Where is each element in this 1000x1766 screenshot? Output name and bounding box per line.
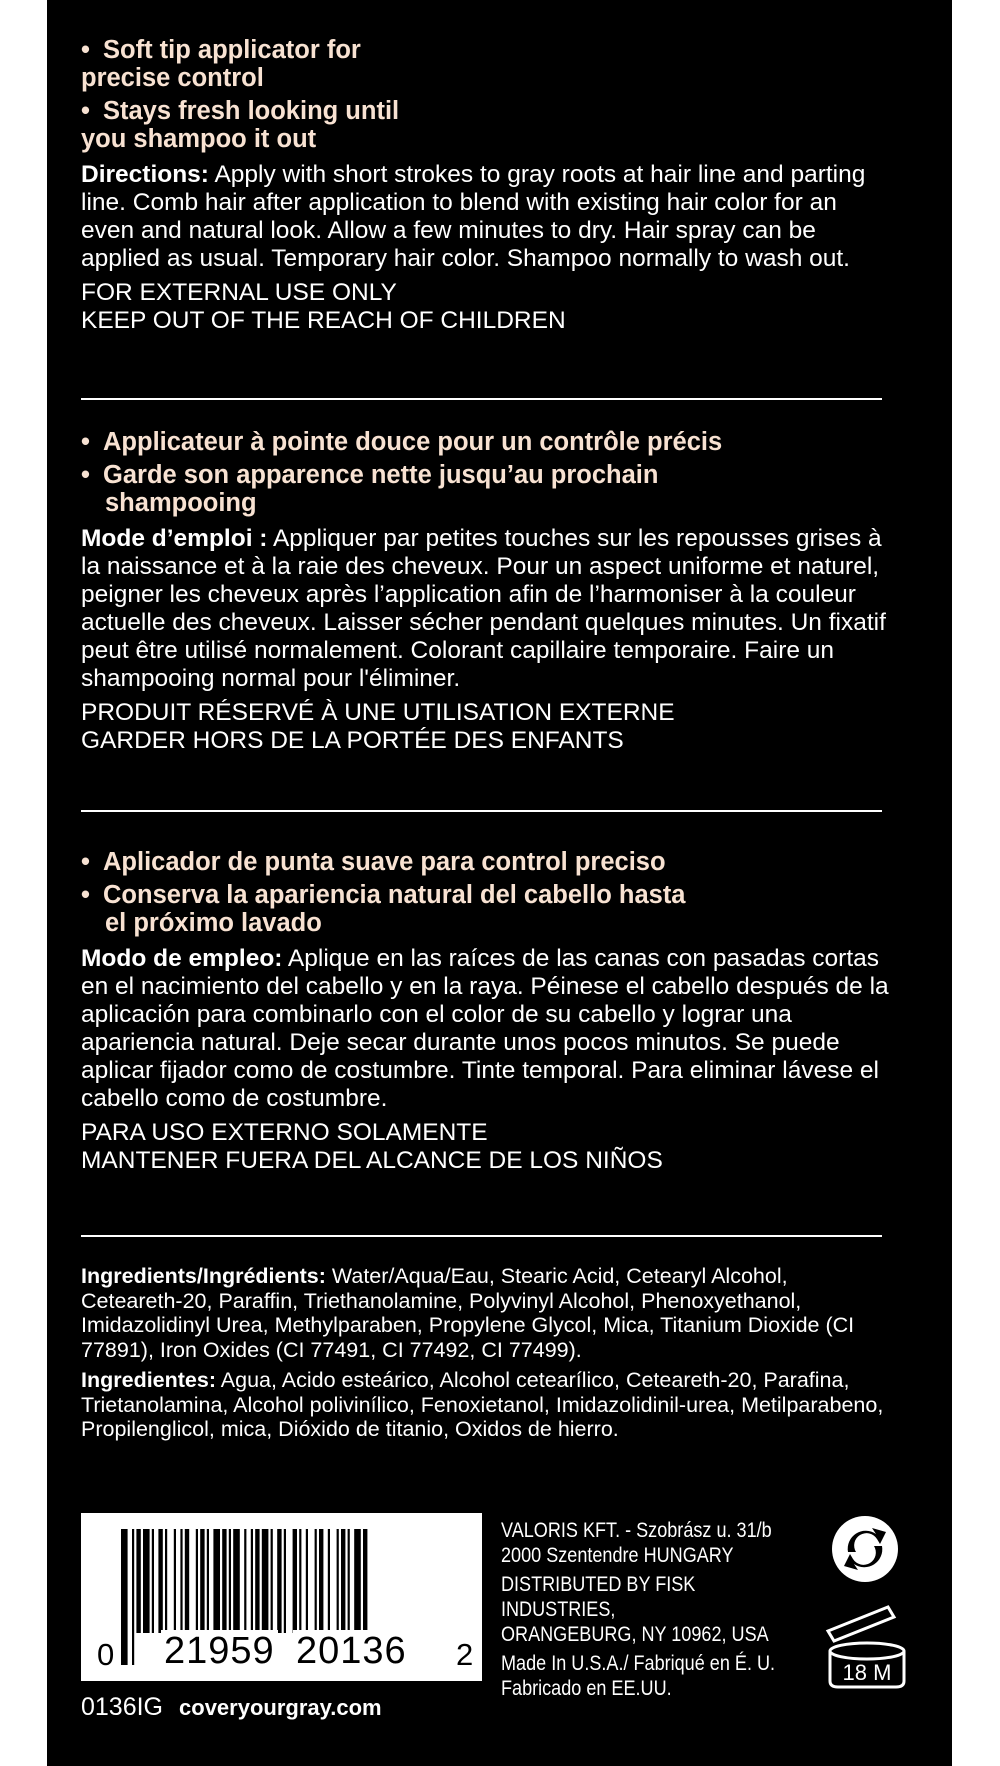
barcode-bar bbox=[233, 1529, 240, 1633]
address-line: Made In U.S.A./ Fabriqué en É. U. bbox=[501, 1652, 776, 1675]
barcode-bars bbox=[81, 1513, 482, 1681]
barcode-bar bbox=[337, 1529, 339, 1633]
barcode-digit-left: 0 bbox=[97, 1637, 115, 1672]
manufacturer-address bbox=[501, 1518, 776, 1701]
barcode-bar bbox=[207, 1529, 209, 1633]
barcode-bar bbox=[319, 1529, 323, 1633]
ingredients-section bbox=[81, 1264, 891, 1442]
open-jar-icon bbox=[822, 1603, 912, 1691]
french-bullet-1: • Applicateur à pointe douce pour un contrôle précis bbox=[81, 428, 723, 456]
barcode-bar bbox=[185, 1529, 189, 1633]
barcode-bar bbox=[132, 1529, 134, 1665]
section-divider bbox=[81, 810, 882, 812]
barcode-bar bbox=[229, 1529, 231, 1633]
spanish-section bbox=[81, 848, 891, 1175]
section-divider bbox=[81, 398, 882, 400]
barcode-bar bbox=[262, 1529, 269, 1633]
address-line: VALORIS KFT. - Szobrász u. 31/b bbox=[501, 1519, 772, 1542]
barcode-bar bbox=[328, 1529, 330, 1633]
spanish-warning-children: MANTENER FUERA DEL ALCANCE DE LOS NIÑOS bbox=[81, 1147, 663, 1174]
ingredients-es: Ingredientes: Agua, Acido esteárico, Alcohol cetearílico, Ceteareth-20, Parafina, Trietanolamina, Alcohol polivinílico, Fenoxietanol, Imidazolidinil-urea, Metilparabeno, Propilenglicol, mica, Dióxido de titanio, Oxidos de hierro. bbox=[81, 1368, 884, 1441]
barcode-bar bbox=[354, 1529, 361, 1633]
english-directions: Directions: Apply with short strokes to gray roots at hair line and parting line. Comb hair after application to blend with existing hair color for an even and natural look. Allow a few minutes to dry. Hair spray can be applied as usual. Temporary hair color. Shampoo normally to wash out. bbox=[81, 161, 866, 272]
address-line: ORANGEBURG, NY 10962, USA bbox=[501, 1623, 769, 1646]
barcode-bar bbox=[293, 1529, 297, 1633]
recycle-icon bbox=[828, 1512, 902, 1586]
barcode-bar bbox=[158, 1529, 162, 1633]
french-section bbox=[81, 428, 891, 755]
barcode-bar bbox=[306, 1529, 308, 1633]
section-divider bbox=[81, 1235, 882, 1237]
barcode-digit-right: 2 bbox=[456, 1637, 474, 1672]
barcode-bar bbox=[121, 1529, 128, 1665]
french-warning-children: GARDER HORS DE LA PORTÉE DES ENFANTS bbox=[81, 727, 624, 754]
barcode-bar bbox=[348, 1529, 350, 1633]
ingredients-en-fr: Ingredients/Ingrédients: Water/Aqua/Eau, Stearic Acid, Cetearyl Alcohol, Ceteareth-20, Paraffin, Triethanolamine, Polyvinyl Alcohol, Phenoxyethanol, Imidazolidinyl Urea, Methylparaben, Propylene Glycol, Mica, Titanium Dioxide (CI 77891), Iron Oxides (CI 77491, CI 77492, CI 77499). bbox=[81, 1264, 855, 1362]
product-code: 0136IG bbox=[81, 1693, 164, 1721]
barcode-bar bbox=[271, 1529, 273, 1633]
barcode-bar bbox=[200, 1529, 204, 1633]
barcode-bar bbox=[299, 1529, 301, 1633]
english-warning-children: KEEP OUT OF THE REACH OF CHILDREN bbox=[81, 307, 566, 334]
barcode-bar bbox=[222, 1529, 226, 1633]
english-section bbox=[81, 36, 891, 335]
english-bullet-1: • Soft tip applicator for precise control bbox=[81, 36, 361, 92]
footer bbox=[81, 1692, 382, 1723]
spanish-warning-external: PARA USO EXTERNO SOLAMENTE bbox=[81, 1119, 488, 1146]
barcode-bar bbox=[213, 1529, 220, 1633]
barcode-bar bbox=[174, 1529, 176, 1633]
barcode-bar bbox=[143, 1529, 150, 1633]
barcode-bar bbox=[196, 1529, 198, 1633]
address-line: DISTRIBUTED BY FISK INDUSTRIES, bbox=[501, 1573, 696, 1621]
spanish-bullet-1: • Aplicador de punta suave para control preciso bbox=[81, 848, 666, 876]
french-bullet-2: • Garde son apparence nette jusqu’au prochain shampooing bbox=[81, 461, 659, 517]
pao-label: 18 M bbox=[842, 1660, 892, 1685]
barcode-bar bbox=[180, 1529, 182, 1633]
address-line: Fabricado en EE.UU. bbox=[501, 1677, 672, 1700]
label-content bbox=[81, 36, 891, 1441]
french-directions: Mode d’emploi : Appliquer par petites touches sur les repousses grises à la naissance et à la raie des cheveux. Pour un aspect uniforme et naturel, peigner les cheveux après l’application afin de l’harmoniser à la couleur actuelle des cheveux. Laisser sécher pendant quelques minutes. Un fixatif peut être utilisé normalement. Colorant capillaire temporaire. Faire un shampooing normal pour l'éliminer. bbox=[81, 525, 886, 692]
barcode-group-2: 20136 bbox=[293, 1630, 410, 1673]
english-bullet-2: • Stays fresh looking until you shampoo it out bbox=[81, 97, 400, 153]
spanish-directions: Modo de empleo: Aplique en las raíces de las canas con pasadas cortas en el nacimiento del cabello y en la raya. Péinese el cabello después de la aplicación para combinarlo con el color de su cabello y lograr una apariencia natural. Deje secar durante unos pocos minutos. Se puede aplicar fijador como de costumbre. Tinte temporal. Para eliminar lávese el cabello como de costumbre. bbox=[81, 945, 889, 1112]
barcode bbox=[81, 1513, 482, 1681]
barcode-bar bbox=[341, 1529, 345, 1633]
barcode-bar bbox=[255, 1529, 259, 1633]
barcode-group-1: 21959 bbox=[161, 1630, 278, 1673]
label-panel bbox=[47, 0, 952, 1766]
address-line: 2000 Szentendre HUNGARY bbox=[501, 1544, 734, 1567]
website-link: coveryourgray.com bbox=[179, 1695, 382, 1720]
barcode-bar bbox=[277, 1529, 281, 1633]
barcode-bar bbox=[136, 1529, 140, 1633]
english-warning-external: FOR EXTERNAL USE ONLY bbox=[81, 279, 397, 306]
spanish-bullet-2: • Conserva la apariencia natural del cabello hasta el próximo lavado bbox=[81, 881, 686, 937]
barcode-bar bbox=[165, 1529, 167, 1633]
barcode-bar bbox=[284, 1529, 286, 1633]
barcode-bar bbox=[315, 1529, 317, 1633]
barcode-bar bbox=[152, 1529, 154, 1633]
french-warning-external: PRODUIT RÉSERVÉ À UNE UTILISATION EXTERNE bbox=[81, 699, 675, 726]
